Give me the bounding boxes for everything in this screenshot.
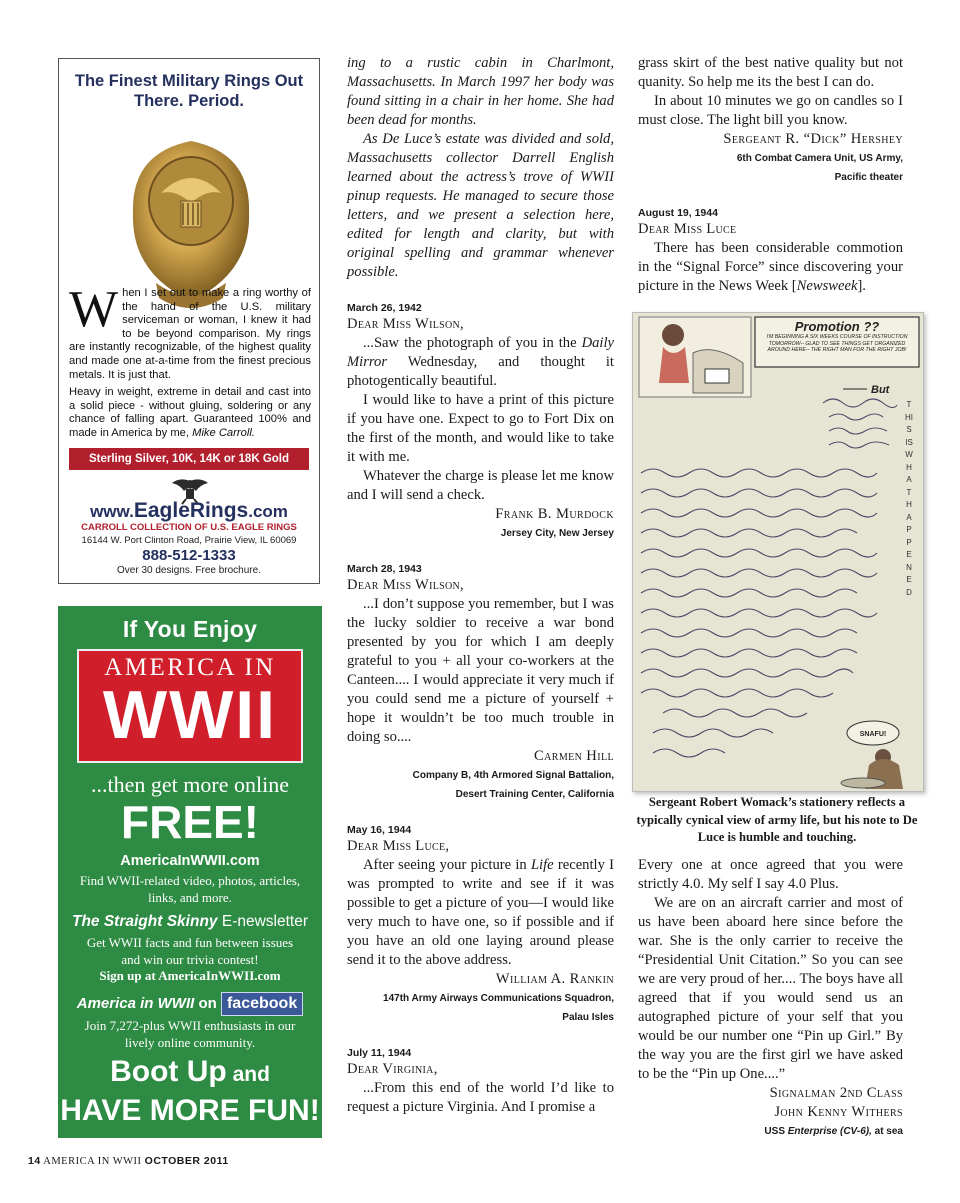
ring-ad-website[interactable] <box>59 499 319 523</box>
letter-paragraph <box>347 856 614 970</box>
ring-ad-collection: CARROLL COLLECTION OF U.S. EAGLE RINGS <box>81 522 297 533</box>
letter-subheader: I'M BEGINNING A SIX WEEKS COURSE OF INSTRUCTION TOMORROW-- GLAD TO SEE THINGS GET ORGANIZED AROUND HERE-- THE RIGHT MAN FOR THE RIGHT JOB! <box>766 334 908 353</box>
skinny-rest: E-newsletter <box>217 913 308 930</box>
letter-date: May 16, 1944 <box>347 824 412 836</box>
have-fun-text: HAVE MORE FUN! <box>60 1094 320 1127</box>
drop-cap: W <box>69 281 119 338</box>
text-run: recently I was prompted to write and see if it was possible to get a picture of you—I would like very much to have one, so if possible and if you have an old one laying around please send it to the above address. <box>347 857 614 968</box>
letter-paragraph: In about 10 minutes we go on candles so I must close. The light bill you know. <box>638 93 903 128</box>
letter-paragraph: Every one at once agreed that you were strictly 4.0. My self I say 4.0 Plus. <box>638 857 903 892</box>
join-text: Join 7,272-plus WWII enthusiasts in our lively online community. <box>84 1018 296 1050</box>
article-column-3 <box>638 54 903 296</box>
signup-link[interactable]: Sign up at AmericaInWWII.com <box>99 968 281 983</box>
letter-date: July 11, 1944 <box>347 1047 412 1059</box>
letter-salutation: Dear Miss Luce, <box>347 838 450 854</box>
if-you-enjoy: If You Enjoy <box>122 616 258 642</box>
letter-paragraph <box>347 334 614 391</box>
newsletter-title <box>58 913 322 931</box>
letter-header: Promotion ?? <box>794 319 880 334</box>
article-column-3-continued <box>638 856 903 1141</box>
url-brand: EagleRings <box>133 499 249 522</box>
publication-name: Newsweek <box>796 278 858 294</box>
url-suffix: .com <box>248 502 288 521</box>
letter-salutation: Dear Miss Wilson, <box>347 316 464 332</box>
ring-ad-para1: hen I set out to make a ring worthy of the hand of the U.S. military serviceman or woman, I knew it had to be beyond comparison. My rings are instantly recognizable, of the highest quality and made one at-a-time from the finest precious metals. It is just that. <box>69 287 311 381</box>
letter-vertical-text: THIS IS WHAT HAPPENED <box>905 400 913 597</box>
amer-on: on <box>194 995 221 1012</box>
letter-affiliation: Desert Training Center, California <box>455 789 614 800</box>
and-text: and <box>226 1063 270 1086</box>
issue-date: OCTOBER 2011 <box>144 1155 229 1167</box>
womack-letter-image <box>632 312 924 792</box>
letter-salutation: Dear Miss Luce <box>638 221 737 237</box>
america-in-wwii-logo <box>77 649 303 763</box>
ring-ad-address: 16144 W. Port Clinton Road, Prairie View, IL 60069 <box>81 535 297 546</box>
letter-date: March 28, 1943 <box>347 563 422 575</box>
ring-ad-phone: 888-512-1333 <box>142 547 236 564</box>
letter-paragraph: ...I don’t suppose you remember, but I was the lucky soldier to receive a war bond presented by you for which I am deeply grateful to you + all your co-workers at the Canteen.... I would appreciate it very much if you could send me a picture of yourself + hope it wouldn’t be too much trouble in doing so.... <box>347 596 614 745</box>
text-run: ...Saw the photograph of you in the <box>363 335 582 351</box>
intro-paragraph-1: ing to a rustic cabin in Charlmont, Massachusetts. In March 1997 her body was found sitting in a chair in her home. She had been dead for months. <box>347 55 614 128</box>
ring-ad-para2: Heavy in weight, extreme in detail and cast into a solid piece - without gluing, soldering or any chance of falling apart. Guaranteed 100% and made in America by me, <box>69 386 311 439</box>
letter-date: August 19, 1944 <box>638 207 718 219</box>
eagle-rings-ad <box>58 58 320 584</box>
facebook-logo[interactable]: facebook <box>221 992 303 1016</box>
logo-line-1: AMERICA IN <box>104 654 276 681</box>
url-prefix: www. <box>90 502 134 521</box>
boot-up-headline <box>58 1054 322 1129</box>
letter-signature-rank: Signalman 2nd Class <box>769 1085 903 1101</box>
letter-paragraph: grass skirt of the best native quality but not quanity. So help me its the best I can do. <box>638 55 903 90</box>
then-get-more: ...then get more online <box>91 772 289 797</box>
ring-ad-signature: Mike Carroll. <box>192 426 255 439</box>
intro-paragraph-2: As De Luce’s estate was divided and sold, Massachusetts collector Darrell English learned about the actress’s trove of WWII pinup requests. He managed to secure those letters, and we present a selection here, edited for length and clarity, but with original spelling and grammar whenever possible. <box>347 131 614 280</box>
article-column-2 <box>347 54 614 1117</box>
free-headline: FREE! <box>121 796 259 848</box>
magazine-name: AMERICA IN WWII <box>43 1156 142 1167</box>
publication-name: Daily Mirror <box>347 335 614 370</box>
text-run: There has been considerable commotion in the “Signal Force” since discovering your picture in the News Week [ <box>638 240 903 294</box>
letter-signature: William A. Rankin <box>495 971 614 987</box>
publication-name: Life <box>530 857 554 873</box>
america-in-wwii-ad <box>58 606 322 1138</box>
letter-affiliation: Palau Isles <box>562 1012 614 1023</box>
letter-salutation: Dear Miss Wilson, <box>347 577 464 593</box>
logo-line-2: WWII <box>102 677 278 753</box>
letter-paragraph <box>638 239 903 296</box>
letter-paragraph: Whatever the charge is please let me know and I will send a check. <box>347 468 614 503</box>
gold-ring-image <box>111 123 271 313</box>
site-link[interactable]: AmericaInWWII.com <box>120 853 260 869</box>
text-run: at sea <box>871 1126 903 1137</box>
letter-affiliation: 147th Army Airways Communications Squadron, <box>383 993 614 1004</box>
text-run: USS <box>764 1126 788 1137</box>
letter-affiliation: Jersey City, New Jersey <box>500 528 614 539</box>
page-folio <box>28 1155 229 1167</box>
facebook-line <box>58 992 322 1016</box>
letter-affiliation: Company B, 4th Armored Signal Battalion, <box>412 770 614 781</box>
page-number: 14 <box>28 1155 41 1167</box>
letter-affiliation: 6th Combat Camera Unit, US Army, <box>736 153 903 164</box>
ring-ad-tagline: Over 30 designs. Free brochure. <box>117 565 261 576</box>
letter-paragraph: We are on an aircraft carrier and most of us have been aboard here since before the war. She is the only carrier to receive the “Presidential Unit Citation.” So you can see we are very proud of her.... The boys have all agreed that if you would send us an autographed picture of your self that you would be our number one “Pin up Girl.” By the way you are the first girl we have asked to be the “Pin up One....” <box>638 895 903 1082</box>
snafu-bubble: SNAFU! <box>859 731 887 738</box>
letter-affiliation <box>638 1122 903 1141</box>
newsletter-text: Get WWII facts and fun between issues and win our trivia contest! <box>86 935 294 967</box>
letter-signature: John Kenny Withers <box>774 1104 903 1120</box>
letter-affiliation: Pacific theater <box>834 172 903 183</box>
find-text: Find WWII-related video, photos, articles, links, and more. <box>79 873 301 905</box>
text-run: Wednesday, and thought it photogentically beautiful. <box>347 354 614 389</box>
letter-caption: Sergeant Robert Womack’s stationery reflects a typically cynical view of army life, but his note to De Luce is humble and touching. <box>636 795 918 844</box>
letter-signature: Sergeant R. “Dick” Hershey <box>723 131 903 147</box>
amer-title: America in WWII <box>76 995 195 1012</box>
text-run: After seeing your picture in <box>363 857 531 873</box>
boot-text: Boot Up <box>110 1055 227 1088</box>
ship-name: Enterprise (CV-6), <box>787 1126 872 1137</box>
ring-metals-bar: Sterling Silver, 10K, 14K or 18K Gold <box>69 448 309 470</box>
text-run: ]. <box>857 278 866 294</box>
ring-ad-body <box>69 281 311 445</box>
ring-ad-headline: The Finest Military Rings Out There. Period. <box>74 72 304 110</box>
letter-paragraph: ...From this end of the world I’d like to request a picture Virginia. And I promise a <box>347 1080 614 1115</box>
letter-salutation: Dear Virginia, <box>347 1061 438 1077</box>
letter-signature: Frank B. Murdock <box>495 506 614 522</box>
letter-date: March 26, 1942 <box>347 302 422 314</box>
letter-paragraph: I would like to have a print of this picture if you have one. Expect to go to Fort Dix on the first of the month, and would like to take it with me. <box>347 392 614 465</box>
letter-but: But <box>871 384 890 396</box>
letter-illustration <box>633 313 923 791</box>
letter-signature: Carmen Hill <box>534 748 614 764</box>
skinny-title: The Straight Skinny <box>71 913 218 930</box>
